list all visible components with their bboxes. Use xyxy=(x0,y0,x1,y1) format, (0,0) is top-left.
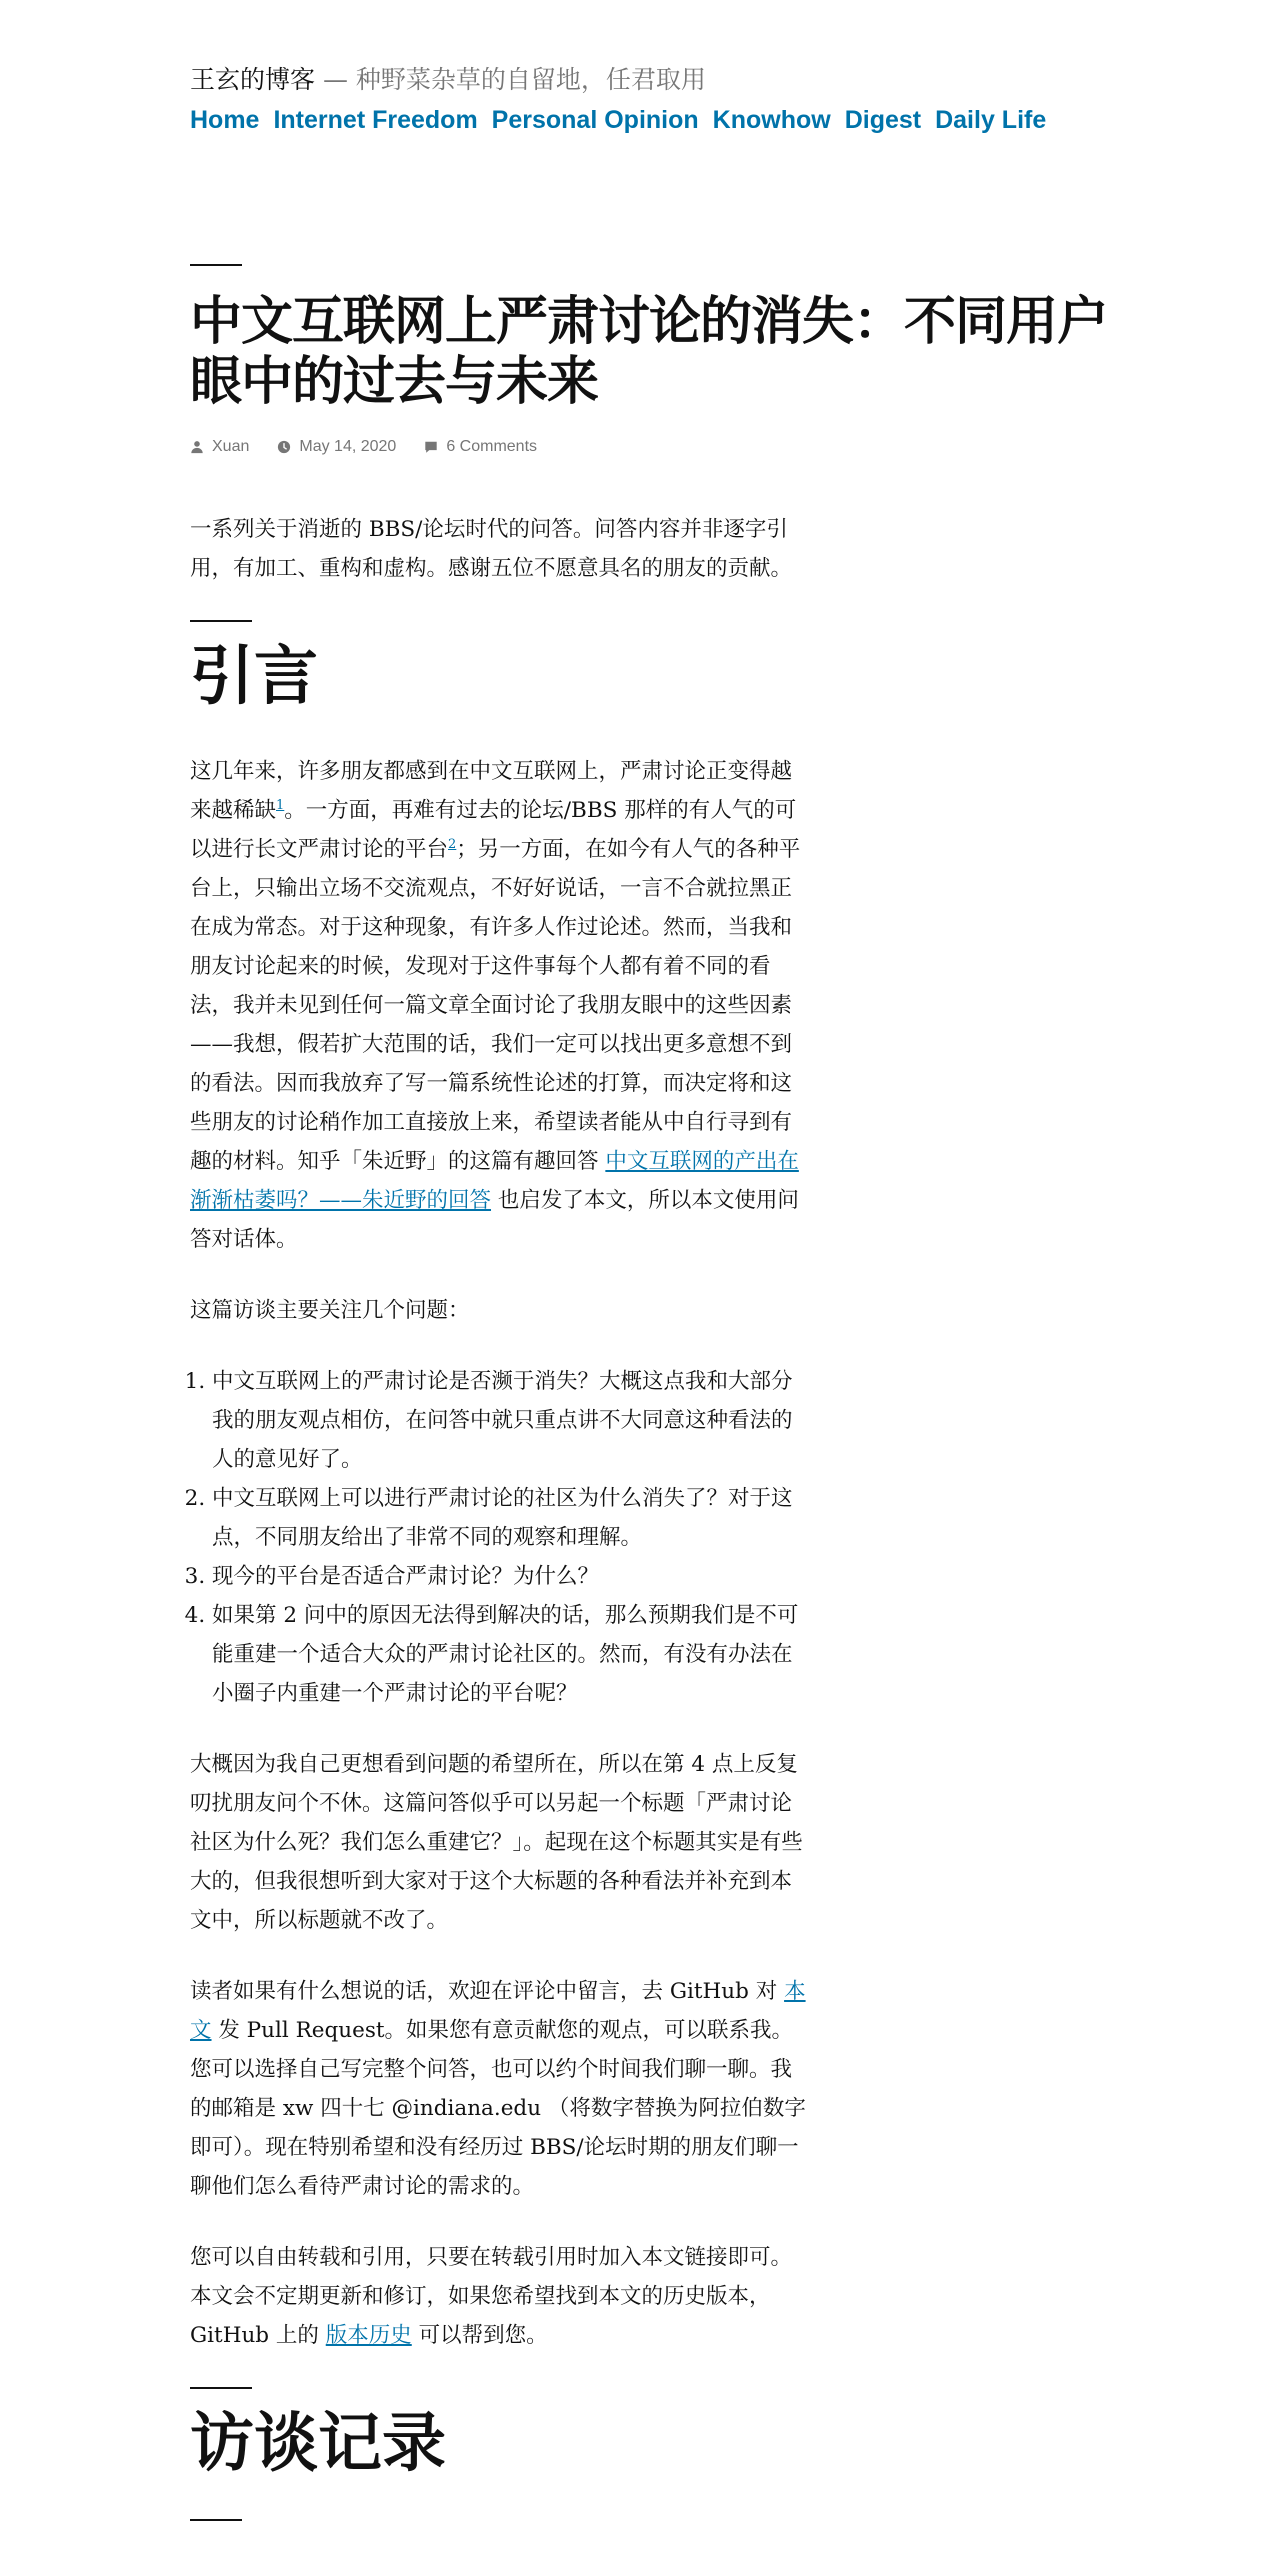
site-title[interactable]: 王玄的博客 xyxy=(190,65,316,94)
github-article-link[interactable]: 本文 xyxy=(190,1979,806,2043)
questions-list xyxy=(190,1362,810,1713)
post-author[interactable] xyxy=(190,438,249,456)
post-date-text[interactable]: May 14, 2020 xyxy=(299,438,397,455)
text-span: 您可以自由转载和引用，只要在转载引用时加入本文链接即可。本文会不定期更新和修订，如果您希望找到本文的历史版本，GitHub 上的 xyxy=(190,2245,793,2348)
clock-icon xyxy=(277,440,291,454)
section-divider xyxy=(190,2387,252,2389)
intro-paragraph: 一系列关于消逝的 BBS/论坛时代的问答。问答内容并非逐字引用，有加工、重构和虚构。感谢五位不愿意具名的朋友的贡献。 xyxy=(190,517,793,581)
section-title-interview: 访谈记录 xyxy=(190,2407,446,2481)
nav-item-digest[interactable]: Digest xyxy=(844,106,922,134)
license-paragraph xyxy=(190,2238,810,2355)
site-separator: — xyxy=(315,65,356,94)
post-date[interactable] xyxy=(277,438,396,456)
post-meta xyxy=(190,438,1110,456)
site-header xyxy=(190,60,1150,140)
site-description: 种野菜杂草的自留地，任君取用 xyxy=(355,65,706,94)
questions-intro: 这篇访谈主要关注几个问题： xyxy=(190,1298,470,1323)
post-comments[interactable] xyxy=(424,438,537,456)
intro-body-paragraph xyxy=(190,752,810,1259)
version-history-link[interactable]: 版本历史 xyxy=(325,2323,412,2348)
nav-item-personal-opinion[interactable]: Personal Opinion xyxy=(491,106,699,134)
nav-item-daily-life[interactable]: Daily Life xyxy=(935,106,1047,134)
section-divider xyxy=(190,620,252,622)
title-divider xyxy=(190,264,242,266)
list-item: 3. 现今的平台是否适合严肃讨论？为什么？ xyxy=(212,1557,810,1596)
post-comments-text[interactable]: 6 Comments xyxy=(446,438,538,455)
main-navigation xyxy=(190,100,1150,140)
contribute-paragraph xyxy=(190,1972,810,2206)
nav-item-internet-freedom[interactable]: Internet Freedom xyxy=(273,106,478,134)
zhihu-answer-link[interactable]: 中文互联网的产出在渐渐枯萎吗？——朱近野的回答 xyxy=(190,1149,799,1213)
text-span: 也启发了本文，所以本文使用问答对话体。 xyxy=(190,1188,799,1252)
text-span: 发 Pull Request。如果您有意贡献您的观点，可以联系我。您可以选择自己写完整个问答，也可以约个时间我们聊一聊。我的邮箱是 xw 四十七 @indiana.edu （将数字替换为阿拉伯数字即可）。现在特别希望和没有经历过 BBS/论坛时期的朋友们聊一聊他们怎么看待严肃讨论的需求的。 xyxy=(190,2018,806,2199)
section-divider xyxy=(190,2519,242,2521)
text-span: ；另一方面，在如今有人气的各种平台上，只输出立场不交流观点，不好好说话，一言不合就拉黑正在成为常态。对于这种现象，有许多人作过论述。然而，当我和朋友讨论起来的时候，发现对于这件事每个人都有着不同的看法，我并未见到任何一篇文章全面讨论了我朋友眼中的这些因素——我想，假若扩大范围的话，我们一定可以找出更多意想不到的看法。因而我放弃了写一篇系统性论述的打算，而决定将和这些朋友的讨论稍作加工直接放上来，希望读者能从中自行寻到有趣的材料。知乎「朱近野」的这篇有趣回答 xyxy=(190,837,801,1174)
list-item: 4. 如果第 2 问中的原因无法得到解决的话，那么预期我们是不可能重建一个适合大众的严肃讨论社区的。然而，有没有办法在小圈子内重建一个严肃讨论的平台呢？ xyxy=(212,1596,810,1713)
nav-item-home[interactable]: Home xyxy=(190,106,260,134)
text-span: 这几年来，许多朋友都感到在中文互联网上，严肃讨论正变得越来越稀缺 xyxy=(190,759,793,823)
post-title: 中文互联网上严肃讨论的消失：不同用户眼中的过去与未来 xyxy=(190,292,1109,412)
list-item: 1. 中文互联网上的严肃讨论是否濒于消失？大概这点我和大部分我的朋友观点相仿，在问答中就只重点讲不大同意这种看法的人的意见好了。 xyxy=(212,1362,810,1479)
list-item: 2. 中文互联网上可以进行严肃讨论的社区为什么消失了？对于这点，不同朋友给出了非常不同的观察和理解。 xyxy=(212,1479,810,1557)
nav-item-knowhow[interactable]: Knowhow xyxy=(712,106,831,134)
entry-header xyxy=(190,264,1110,456)
site-branding xyxy=(190,60,1150,100)
section-title-intro: 引言 xyxy=(190,640,318,714)
footnote-link-2[interactable]: 2 xyxy=(448,836,457,852)
focus-paragraph: 大概因为我自己更想看到问题的希望所在，所以在第 4 点上反复叨扰朋友问个不休。这篇问答似乎可以另起一个标题「严肃讨论社区为什么死？我们怎么重建它？」。起现在这个标题其实是有些大的，但我很想听到大家对于这个大标题的各种看法并补充到本文中，所以标题就不改了。 xyxy=(190,1752,803,1933)
person-icon xyxy=(190,440,204,454)
text-span: 读者如果有什么想说的话，欢迎在评论中留言，去 GitHub 对 xyxy=(190,1979,785,2004)
text-span: 可以帮到您。 xyxy=(411,2323,548,2348)
post-author-name[interactable]: Xuan xyxy=(212,438,250,455)
comment-icon xyxy=(424,440,438,454)
footnote-link-1[interactable]: 1 xyxy=(276,797,285,813)
entry-content xyxy=(190,510,810,2521)
text-span: 。一方面，再难有过去的论坛/BBS 那样的有人气的可以进行长文严肃讨论的平台 xyxy=(190,798,797,862)
